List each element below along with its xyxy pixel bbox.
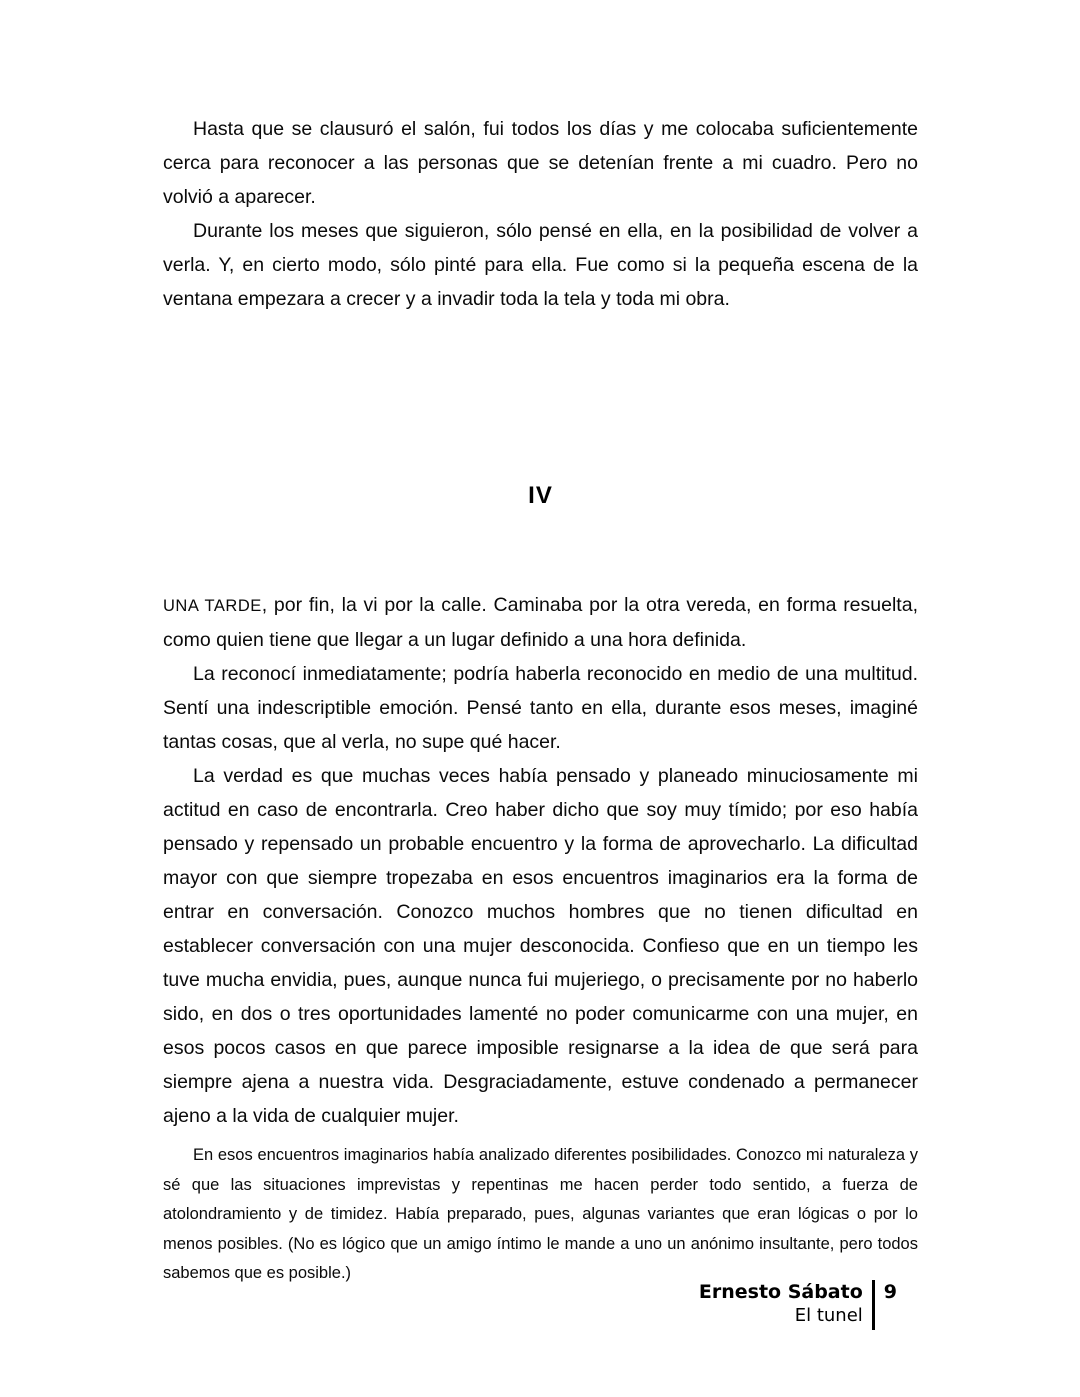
paragraph-4: La reconocí inmediatamente; podría haberla reconocido en medio de una multitud. Sentí una indescriptible emoción. Pensé tanto en ella, durante esos meses, imaginé tantas cosas, que al verla, no supe qué hacer. [163,663,918,753]
paragraph-6-small: En esos encuentros imaginarios había analizado diferentes posibilidades. Conozco mi naturaleza y sé que las situaciones imprevistas y repentinas me hacen perder todo sentido, a fuerza de atolondramiento y de timidez. Había preparado, pues, algunas variantes que eran lógicas o por lo menos posibles. (No es lógico que un amigo íntimo le mande a uno un anónimo insultante, pero todos sabemos que es posible.) [163,1146,918,1282]
paragraph-2: Durante los meses que siguieron, sólo pensé en ella, en la posibilidad de volver a verla. Y, en cierto modo, sólo pinté para ella. Fue como si la pequeña escena de la ventana empezara a crecer y a invadir toda la tela y toda mi obra. [163,220,918,310]
chapter-heading: IV [528,482,553,509]
page-footer [699,1280,897,1330]
paragraph-3-text: , por fin, la vi por la calle. Caminaba por la otra vereda, en forma resuelta, como quien tiene que llegar a un lugar definido a una hora definida. [163,594,918,651]
footer-divider [872,1280,875,1330]
paragraph-1: Hasta que se clausuró el salón, fui todos los días y me colocaba suficientemente cerca para reconocer a las personas que se detenían frente a mi cuadro. Pero no volvió a aparecer. [163,118,918,208]
page-number: 9 [883,1281,897,1303]
footer-left-column [699,1280,863,1328]
paragraph-3 [163,588,918,657]
paragraph-5: La verdad es que muchas veces había pensado y planeado minuciosamente mi actitud en caso de encontrarla. Creo haber dicho que soy muy tímido; por eso había pensado y repensado un probable encuentro y la forma de aprovecharlo. La dificultad mayor con que siempre tropezaba en esos encuentros imaginarios era la forma de entrar en conversación. Conozco muchos hombres que no tienen dificultad en establecer conversación con una mujer desconocida. Confieso que en un tiempo les tuve mucha envidia, pues, aunque nunca fui mujeriego, o precisamente por no haberlo sido, en dos o tres oportunidades lamenté no poder comunicarme con una mujer, en esos pocos casos en que parece imposible resignarse a la idea de que será para siempre ajena a nuestra vida. Desgraciadamente, estuve condenado a permanecer ajeno a la vida de cualquier mujer. [163,765,918,1127]
footer-book-title: El tunel [794,1305,863,1326]
lead-in-caps: UNA TARDE [163,597,262,615]
footer-author: Ernesto Sábato [698,1281,863,1303]
text-column [163,112,918,1289]
